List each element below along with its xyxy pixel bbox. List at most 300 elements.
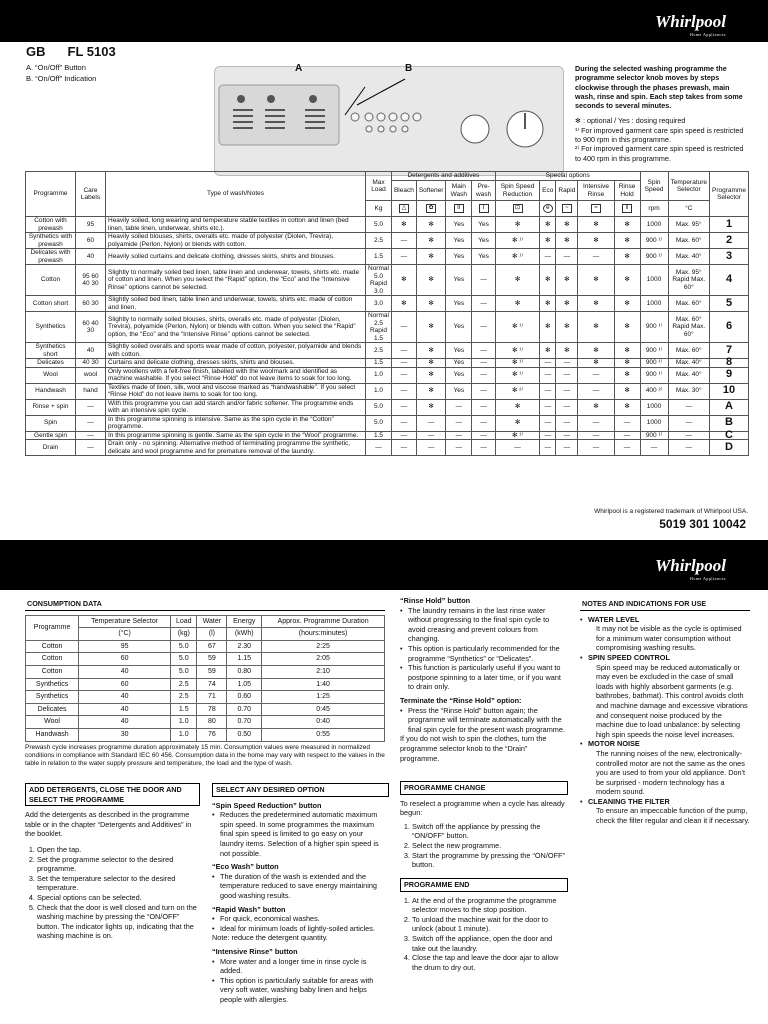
cell-h: ✻ <box>614 359 640 368</box>
consumption-cell: 76 <box>197 728 227 741</box>
programme-row <box>26 415 749 431</box>
cell-p: Synthetics short <box>26 343 76 359</box>
cell-h: ✻ <box>614 249 640 265</box>
cell-d: Slightly soiled overalls and sports wear made of cotton, polyester, polyamide and blends with cotton. <box>106 343 366 359</box>
cell-p: Cotton <box>26 265 76 296</box>
cell-e: — <box>540 359 556 368</box>
note-item: • MOTOR NOISE The running noises of the new, electronically-controlled motor are not the same as the ones you are used to from your old appliance. Don't be surprised - modern technology has a modern sound. <box>580 739 750 797</box>
trademark-note: Whirlpool is a registered trademark of Whirlpool USA. <box>594 508 748 515</box>
cell-b: — <box>391 359 416 368</box>
consumption-cell: 60 <box>79 653 171 666</box>
cell-t: — <box>668 399 710 415</box>
notes-section: NOTES AND INDICATIONS FOR USE • WATER LEVEL It may not be visible as the cycle is optimised for a minimum water consumption without compromising washing results. • SPIN SPEED CONTROL Spin speed may be reduced automatically or may even be excluded in the case of small loads with highly absorbent garments (e.g. bathrobes, bathmat). This control avoids cloth and machine damage and excessive vibrations and consequent noise produced by the machine due to load unbalance: by selecting high spin speeds the noise level increases. • MOTOR NOISE The running noises of the new, electronically-controlled motor are not the same as the ones you are used to from your old appliance. Don't be surprised - modern technology has a modern sound. • CLEANING THE FILTER To ensure an impeccable function of the pump, check the filter regular and clean it if necessary. <box>580 598 750 826</box>
cell-m: Yes <box>446 359 472 368</box>
cell-i: ✻ <box>578 265 614 296</box>
list-item: • Press the “Rinse Hold” button again; the programme will terminate automatically with the final spin cycle for the present wash programme. <box>400 706 568 735</box>
consumption-row <box>26 703 385 716</box>
cell-b: — <box>391 343 416 359</box>
programme-row <box>26 440 749 456</box>
col-special: Special options <box>495 172 640 181</box>
cell-pw: Yes <box>472 217 496 233</box>
cell-s: ✻ <box>416 265 446 296</box>
cell-m: Yes <box>446 343 472 359</box>
consumption-cell: 0.70 <box>227 703 262 716</box>
cell-p: Gentle spin <box>26 431 76 440</box>
consumption-cell: Cotton <box>26 653 79 666</box>
cell-m: Yes <box>446 233 472 249</box>
cell-i: ✻ <box>578 399 614 415</box>
programme-row <box>26 312 749 343</box>
programme-row <box>26 296 749 312</box>
cell-n: 8 <box>710 359 749 368</box>
control-legend: A. “On/Off” Button B. “On/Off” Indication <box>26 63 97 83</box>
consumption-cell: Handwash <box>26 728 79 741</box>
bleach-icon: △ <box>399 204 409 213</box>
consumption-cell: Wool <box>26 716 79 729</box>
cell-c: wool <box>76 367 106 383</box>
consumption-cell: 1:40 <box>262 678 385 691</box>
consumption-row <box>26 640 385 653</box>
control-panel-drawing <box>215 67 565 177</box>
consumption-cell: 0.50 <box>227 728 262 741</box>
consumption-cell: 60 <box>79 678 171 691</box>
cell-p: Cotton short <box>26 296 76 312</box>
cell-l: 1.5 <box>366 359 392 368</box>
cell-m: — <box>446 399 472 415</box>
cell-n: D <box>710 440 749 456</box>
cell-d: Slightly to normally soiled bed linen, table linen and underwear, towels, shirts etc. made of cotton and linen. When you select the “Rapid” option, the “Eco” and the “Intensive Rinse” options cannot be selected. <box>106 265 366 296</box>
consumption-cell: 74 <box>197 678 227 691</box>
cell-d: Slightly to normally soiled blouses, shirts, overalls etc. made of polyester (Diolen, Trevira), polyamide (Perlon, Nylon) or blends with cotton. When you select the “Rapid” option, the “Eco” and the “Intensive Rinse” options cannot be selected. <box>106 312 366 343</box>
cell-d: Only woollens with a felt-free finish, labelled with the woolmark and identified as machine washable. If you select “Rinse Hold” do not leave items to soak for too long. <box>106 367 366 383</box>
cell-sr: ✻ <box>495 296 539 312</box>
cell-sr: ✻ ¹⁾ <box>495 312 539 343</box>
programme-row <box>26 343 749 359</box>
cell-n: 2 <box>710 233 749 249</box>
consumption-cell: 1.05 <box>227 678 262 691</box>
cell-l: 3.0 <box>366 296 392 312</box>
programme-row <box>26 383 749 399</box>
cell-pw: — <box>472 431 496 440</box>
cell-m: Yes <box>446 383 472 399</box>
consumption-cell: 0.60 <box>227 691 262 704</box>
cell-i: — <box>578 440 614 456</box>
cell-e: — <box>540 249 556 265</box>
cell-s: ✻ <box>416 367 446 383</box>
cell-n: C <box>710 431 749 440</box>
list-item: • Ideal for minimum loads of lightly-soiled articles. <box>212 924 389 934</box>
cell-t: Max. 60° <box>668 233 710 249</box>
label-a: A <box>295 63 303 74</box>
spin-reduction-icon: ⊡ <box>513 204 523 213</box>
label-b: B <box>405 63 413 74</box>
cell-c: — <box>76 440 106 456</box>
cell-s: ✻ <box>416 359 446 368</box>
cell-h: ✻ <box>614 233 640 249</box>
consumption-cell: 59 <box>197 653 227 666</box>
cell-i: — <box>578 367 614 383</box>
cell-r: — <box>556 399 578 415</box>
cell-b: ✻ <box>391 217 416 233</box>
prewash-icon: I <box>479 204 489 213</box>
model-heading: GB FL 5103 <box>26 44 116 59</box>
col-care: Care Labels <box>76 172 106 217</box>
cell-i: ✻ <box>578 312 614 343</box>
cell-c: 40 30 <box>76 359 106 368</box>
cell-d: Slightly soiled bed linen, table linen and underwear, towels, shirts etc. made of cotton and linen. <box>106 296 366 312</box>
cell-i: — <box>578 249 614 265</box>
col-sel: Programme Selector <box>710 172 749 217</box>
cell-d: In this programme spinning is gentle. Same as the spin cycle in the “Wool” programme. <box>106 431 366 440</box>
cell-p: Rinse + spin <box>26 399 76 415</box>
cell-t: Max. 95° <box>668 217 710 233</box>
consumption-cell: 95 <box>79 640 171 653</box>
cell-c: 60 40 30 <box>76 312 106 343</box>
cell-r: ✻ <box>556 296 578 312</box>
cell-b: ✻ <box>391 265 416 296</box>
consumption-cell: 2:25 <box>262 640 385 653</box>
list-item: 1. Open the tap. <box>37 845 200 855</box>
cell-pw: — <box>472 415 496 431</box>
cell-c: — <box>76 415 106 431</box>
consumption-cell: Delicates <box>26 703 79 716</box>
cell-pw: — <box>472 367 496 383</box>
consumption-cell: 1.5 <box>171 703 197 716</box>
col-load: Max Load <box>366 172 392 201</box>
cell-pw: Yes <box>472 233 496 249</box>
cell-pw: — <box>472 343 496 359</box>
cell-l: 1.0 <box>366 367 392 383</box>
cell-n: 1 <box>710 217 749 233</box>
cell-i: ✻ <box>578 343 614 359</box>
cell-n: 9 <box>710 367 749 383</box>
cell-sr: ✻ ¹⁾ <box>495 343 539 359</box>
cell-sr: — <box>495 440 539 456</box>
cell-c: 60 30 <box>76 296 106 312</box>
cell-s: ✻ <box>416 249 446 265</box>
cell-s: ✻ <box>416 343 446 359</box>
cell-sp: 900 ¹⁾ <box>640 343 668 359</box>
consumption-cell: 1:25 <box>262 691 385 704</box>
consumption-cell: 71 <box>197 691 227 704</box>
cell-s: — <box>416 431 446 440</box>
cell-sr: ✻ ¹⁾ <box>495 367 539 383</box>
cell-r: ✻ <box>556 343 578 359</box>
cell-h: ✻ <box>614 217 640 233</box>
list-item: • This option is particularly recommended for the programme “Synthetics” or “Delicates”. <box>400 644 568 663</box>
programme-end-section: PROGRAMME END 1. At the end of the programme the programme selector moves to the stop position. 2. To unload the machine wait for the door to unlock (about 1 minute). 3. Switch off the appliance, open the door and take out the laundry. 4. Close the tap and leave the door ajar to allow the drum to dry out. <box>400 878 568 972</box>
cell-s: — <box>416 415 446 431</box>
cell-t: Max. 40° <box>668 249 710 265</box>
intensive-rinse-icon: ≈ <box>591 204 601 213</box>
note-item: • CLEANING THE FILTER To ensure an impeccable function of the pump, check the filter regular and clean it if necessary. <box>580 797 750 826</box>
cell-b: — <box>391 440 416 456</box>
cell-s: — <box>416 440 446 456</box>
consumption-cell: 40 <box>79 703 171 716</box>
cell-sr: ✻ <box>495 415 539 431</box>
rinse-hold-section: “Rinse Hold” button • The laundry remains in the last rinse water without progressing to the final spin cycle to avoid creasing and prevent colours from changing. • This option is particularly recommended for the programme “Synthetics” or “Delicates”. • This function is particularly useful if you want to postpone spinning to a later time, or if you want to drain only. Terminate the “Rinse Hold” option: • Press the “Rinse Hold” button again; the programme will terminate automatically with the final spin cycle for the present wash programme. If you do not wish to spin the clothes, turn the programme selector knob to the “Drain” programme. <box>400 596 568 763</box>
intro-text: During the selected washing programme the programme selector knob moves by steps clockwise through the phases prewash, main wash, rinse and spin. Each step takes from some seconds to several minutes. ✻ : optional / Yes : dosing required ¹⁾ For improved garment care spin speed is restricted to 900 rpm in this programme. ²⁾ For improved garment care spin speed is restricted to 400 rpm in this programme. <box>575 64 744 163</box>
cell-e: — <box>540 367 556 383</box>
cell-s: ✻ <box>416 217 446 233</box>
programme-row <box>26 265 749 296</box>
cell-c: 60 <box>76 233 106 249</box>
cell-h: — <box>614 440 640 456</box>
cell-l: 5.0 <box>366 415 392 431</box>
cell-h: ✻ <box>614 312 640 343</box>
cell-d: In this programme spinning is intensive. Same as the spin cycle in the “Cotton” programme. <box>106 415 366 431</box>
cell-pw: — <box>472 359 496 368</box>
cell-c: hand <box>76 383 106 399</box>
cell-s: ✻ <box>416 383 446 399</box>
rapid-icon: ~ <box>562 204 572 213</box>
consumption-cell: 1.0 <box>171 716 197 729</box>
cell-pw: — <box>472 399 496 415</box>
programme-row <box>26 431 749 440</box>
consumption-cell: 80 <box>197 716 227 729</box>
cell-s: ✻ <box>416 296 446 312</box>
cell-pw: — <box>472 296 496 312</box>
cell-i: ✻ <box>578 359 614 368</box>
cell-sr: ✻ ¹⁾ <box>495 249 539 265</box>
programme-row <box>26 399 749 415</box>
consumption-cell: 40 <box>79 665 171 678</box>
consumption-cell: 5.0 <box>171 665 197 678</box>
add-detergents-section: ADD DETERGENTS, CLOSE THE DOOR AND SELECT THE PROGRAMME Add the detergents as described in the programme table or in the chapter “Detergents and Additives” in the booklet. 1. Open the tap. 2. Set the programme selector to the desired programme. 3. Set the temperature selector to the desired temperature. 4. Special options can be selected. 5. Check that the door is well closed and turn on the washing machine by pressing the “ON/OFF” button. The indicator lights up, indicating that the washing machine is on. <box>25 783 200 941</box>
programme-table: Programme Care Labels Type of wash/Notes Max Load Detergents and additives Special options Spin Speed Temperature Selector Programme Selector Bleach Softener Main Wash Pre-wash Spin Speed Reduction Eco Rapid Intensive Rinse Rinse Hold Kg △ ✿ II I ⊡ e ~ ≈ ‖ rpm °C Cotton with prewash 95 Heavily soiled, long wearing and temperature stable textiles in cotton and linen (bed linen, table linen, underwear, shirts etc.). 5.0 ✻ ✻ Yes Yes ✻ ✻ ✻ ✻ ✻ 1000 Max. 95° 1 Synthetics with prewash 60 Heavily soiled blouses, shirts, overalls etc. made of polyester (Diolen, Trevira), polyamide (Perlon, Nylon) or blends with cotton. 2.5 — ✻ Yes Yes ✻ ¹⁾ ✻ ✻ ✻ ✻ 900 ¹⁾ Max. 60° 2 Delicates with prewash 40 Heavily soiled curtains and delicate clothing, dresses skirts, shirts and blouses. 1.5 — ✻ Yes Yes ✻ ¹⁾ — — — ✻ 900 ¹⁾ Max. 40° 3 Cotton 95 60 40 30 Slightly to normally soiled bed linen, table linen and underwear, towels, shirts etc. made of cotton and linen. When you select the “Rapid” option, the “Eco” and the “Intensive Rinse” options cannot be selected. Normal 5.0 Rapid 3.0 ✻ ✻ Yes — ✻ ✻ ✻ ✻ ✻ 1000 Max. 95° Rapid Max. 60° 4 Cotton short 60 30 Slightly soiled bed linen, table linen and underwear, towels, shirts etc. made of cotton and linen. 3.0 ✻ ✻ Yes — ✻ ✻ ✻ ✻ ✻ 1000 Max. 60° 5 Synthetics 60 40 30 Slightly to normally soiled blouses, shirts, overalls etc. made of polyester (Diolen, Trevira), polyamide (Perlon, Nylon) or blends with cotton. When you select the “Rapid” option, the “Eco” and the “Intensive Rinse” options cannot be selected. Normal 2.5 Rapid 1.5 — ✻ Yes — ✻ ¹⁾ ✻ ✻ ✻ ✻ 900 ¹⁾ Max. 60° Rapid Max. 60° 6 Synthetics short 40 Slightly soiled overalls and sports wear made of cotton, polyester, polyamide and blends with cotton. 2.5 — ✻ Yes — ✻ ¹⁾ ✻ ✻ ✻ ✻ 900 ¹⁾ Max. 60° 7 Delicates 40 30 Curtains and delicate clothing, dresses skirts, shirts and blouses. 1.5 — ✻ Yes — ✻ ¹⁾ — — ✻ ✻ 900 ¹⁾ Max. 40° 8 Wool wool Only woollens with a felt-free finish, labelled with the woolmark and identified as machine washable. If you select “Rinse Hold” do not leave items to soak for too long. 1.0 — ✻ Yes — ✻ ¹⁾ — — — ✻ 900 ¹⁾ Max. 40° 9 Handwash hand Textiles made of linen, silk, wool and viscose marked as “handwashable”. If you select “Rinse Hold” do not leave items to soak for too long. 1.0 — ✻ Yes — ✻ ²⁾ — — — ✻ 400 ²⁾ Max. 30° 10 Rinse + spin — With this programme you can add starch and/or fabric softener. The programme ends with an intensive spin cycle. 5.0 — ✻ — — ✻ — — ✻ ✻ 1000 — A Spin — In this programme spinning is intensive. Same as the spin cycle in the “Cotton” programme. 5.0 — — — — ✻ — — — — 1000 — B Gentle spin — In this programme spinning is gentle. Same as the spin cycle in the “Wool” programme. 1.5 — — — — ✻ ¹⁾ — — — — 900 ¹⁾ — C Drain — Drain only - no spinning. Alternative method of terminating programme the synthetic, delicate and wool programme and for premature removal of the laundry. — — — — — — — — — — — — D <box>25 171 749 456</box>
cell-h: ✻ <box>614 343 640 359</box>
cell-r: — <box>556 440 578 456</box>
cell-t: Max. 40° <box>668 367 710 383</box>
cell-l: Normal 5.0 Rapid 3.0 <box>366 265 392 296</box>
list-item: 3. Start the programme by pressing the “ON/OFF” button. <box>412 851 568 870</box>
cell-sp: 900 ¹⁾ <box>640 367 668 383</box>
cell-r: ✻ <box>556 265 578 296</box>
cell-p: Synthetics <box>26 312 76 343</box>
cell-m: — <box>446 415 472 431</box>
consumption-cell: 2.5 <box>171 691 197 704</box>
cell-p: Handwash <box>26 383 76 399</box>
main-wash-icon: II <box>454 204 464 213</box>
list-item: • This option is particularly suitable for areas with very soft water, washing baby linen and helps people with allergies. <box>212 976 389 1005</box>
cell-m: Yes <box>446 249 472 265</box>
note-item: • SPIN SPEED CONTROL Spin speed may be reduced automatically or may even be excluded in the case of small loads with highly absorbent garments (e.g. bathrobes, bathmat). This control avoids cloth and machine damage and excessive vibrations and consequent noise produced by the machine due to load unbalance: by selecting high spin speeds the noise level increases. <box>580 653 750 739</box>
cell-s: ✻ <box>416 233 446 249</box>
cell-t: Max. 60° Rapid Max. 60° <box>668 312 710 343</box>
bottom-banner <box>0 540 768 590</box>
cell-r: — <box>556 249 578 265</box>
cell-m: Yes <box>446 367 472 383</box>
softener-icon: ✿ <box>426 204 436 213</box>
cell-sp: 1000 <box>640 217 668 233</box>
cell-m: Yes <box>446 217 472 233</box>
consumption-cell: 0:40 <box>262 716 385 729</box>
cell-p: Wool <box>26 367 76 383</box>
consumption-row <box>26 716 385 729</box>
cell-d: Drain only - no spinning. Alternative method of terminating programme the synthetic, delicate and wool programme and for premature removal of the laundry. <box>106 440 366 456</box>
consumption-cell: 30 <box>79 728 171 741</box>
list-item: 1. At the end of the programme the programme selector moves to the stop position. <box>412 896 568 915</box>
consumption-cell: 67 <box>197 640 227 653</box>
consumption-cell: 59 <box>197 665 227 678</box>
cell-l: 2.5 <box>366 233 392 249</box>
consumption-cell: 40 <box>79 691 171 704</box>
cell-t: — <box>668 415 710 431</box>
consumption-cell: 0:55 <box>262 728 385 741</box>
consumption-cell: 1.0 <box>171 728 197 741</box>
list-item: 2. Set the programme selector to the desired programme. <box>37 855 200 874</box>
cell-h: — <box>614 415 640 431</box>
cell-b: — <box>391 367 416 383</box>
cell-sr: ✻ <box>495 265 539 296</box>
cell-p: Drain <box>26 440 76 456</box>
list-item: • More water and a longer time in rinse cycle is added. <box>212 957 389 976</box>
cell-p: Cotton with prewash <box>26 217 76 233</box>
list-item: 4. Special options can be selected. <box>37 893 200 903</box>
cell-n: 5 <box>710 296 749 312</box>
consumption-cell: 0.70 <box>227 716 262 729</box>
cell-b: — <box>391 249 416 265</box>
cell-pw: — <box>472 440 496 456</box>
cell-m: — <box>446 440 472 456</box>
options-section: SELECT ANY DESIRED OPTION “Spin Speed Reduction” button • Reduces the predetermined automatic maximum spin speed. In some programmes the maximum final spin speed is limited to go easy on your laundry items. Selection of a higher spin speed is not possible. “Eco Wash” button • The duration of the wash is extended and the temperature reduced to save energy maintaining good washing results. “Rapid Wash” button • For quick, economical washes. • Ideal for minimum loads of lightly-soiled articles. Note: reduce the detergent quantity. “Intensive Rinse” button • More water and a longer time in rinse cycle is added. • This option is particularly suitable for areas with very soft water, washing baby linen and helps people with allergies. <box>212 783 389 1004</box>
cell-t: Max. 95° Rapid Max. 60° <box>668 265 710 296</box>
whirlpool-logo-2: Whirlpool Home Appliances <box>655 556 726 581</box>
cell-d: Textiles made of linen, silk, wool and viscose marked as “handwashable”. If you select “Rinse Hold” do not leave items to soak for too long. <box>106 383 366 399</box>
cell-b: — <box>391 431 416 440</box>
list-item: 1. Switch off the appliance by pressing the “ON/OFF” button. <box>412 822 568 841</box>
cell-n: 3 <box>710 249 749 265</box>
cell-b: — <box>391 383 416 399</box>
cell-t: — <box>668 431 710 440</box>
consumption-cell: 5.0 <box>171 653 197 666</box>
cell-h: ✻ <box>614 296 640 312</box>
consumption-cell: 5.0 <box>171 640 197 653</box>
cell-sp: 1000 <box>640 296 668 312</box>
list-item: • This function is particularly useful if you want to postpone spinning to a later time, or if you want to drain only. <box>400 663 568 692</box>
consumption-cell: 78 <box>197 703 227 716</box>
cell-t: Max. 40° <box>668 359 710 368</box>
cell-e: — <box>540 431 556 440</box>
programme-row <box>26 217 749 233</box>
control-panel-illustration <box>214 63 564 176</box>
cell-i: — <box>578 383 614 399</box>
cell-e: ✻ <box>540 217 556 233</box>
consumption-cell: 2:10 <box>262 665 385 678</box>
cell-i: ✻ <box>578 217 614 233</box>
consumption-cell: Cotton <box>26 665 79 678</box>
cell-d: With this programme you can add starch and/or fabric softener. The programme ends with an intensive spin cycle. <box>106 399 366 415</box>
cell-n: 6 <box>710 312 749 343</box>
cell-l: 2.5 <box>366 343 392 359</box>
cell-n: 4 <box>710 265 749 296</box>
cell-h: ✻ <box>614 383 640 399</box>
programme-row <box>26 249 749 265</box>
cell-sr: ✻ ¹⁾ <box>495 359 539 368</box>
cell-d: Heavily soiled blouses, shirts, overalls etc. made of polyester (Diolen, Trevira), polyamide (Perlon, Nylon) or blends with cotton. <box>106 233 366 249</box>
eco-icon: e <box>543 204 553 213</box>
cell-c: 95 60 40 30 <box>76 265 106 296</box>
cell-l: 5.0 <box>366 217 392 233</box>
cell-sr: ✻ ²⁾ <box>495 383 539 399</box>
cell-h: ✻ <box>614 367 640 383</box>
cell-t: Max. 30° <box>668 383 710 399</box>
consumption-row <box>26 665 385 678</box>
consumption-cell: 0.80 <box>227 665 262 678</box>
consumption-row <box>26 728 385 741</box>
cell-r: — <box>556 359 578 368</box>
cell-l: 5.0 <box>366 399 392 415</box>
list-item: • Reduces the predetermined automatic maximum spin speed. In some programmes the maximum final spin speed is limited to go easy on your laundry items. Selection of a higher spin speed is not possible. <box>212 810 389 858</box>
cell-e: ✻ <box>540 343 556 359</box>
list-item: • For quick, economical washes. <box>212 914 389 924</box>
cell-l: 1.5 <box>366 249 392 265</box>
list-item: 3. Switch off the appliance, open the door and take out the laundry. <box>412 934 568 953</box>
cell-e: ✻ <box>540 296 556 312</box>
cell-pw: — <box>472 265 496 296</box>
cell-i: — <box>578 431 614 440</box>
cell-e: ✻ <box>540 265 556 296</box>
consumption-cell: Synthetics <box>26 678 79 691</box>
consumption-cell: 0:45 <box>262 703 385 716</box>
cell-sr: ✻ ¹⁾ <box>495 431 539 440</box>
col-temp: Temperature Selector <box>668 172 710 201</box>
list-item: 2. To unload the machine wait for the door to unlock (about 1 minute). <box>412 915 568 934</box>
cell-t: — <box>668 440 710 456</box>
consumption-row <box>26 653 385 666</box>
cell-b: — <box>391 399 416 415</box>
whirlpool-logo: Whirlpool Home Appliances <box>655 12 726 37</box>
consumption-cell: 2:05 <box>262 653 385 666</box>
cell-e: — <box>540 383 556 399</box>
cell-e: — <box>540 399 556 415</box>
list-item: • The duration of the wash is extended and the temperature reduced to save energy maintaining good washing results. <box>212 872 389 901</box>
cell-e: — <box>540 440 556 456</box>
cell-m: Yes <box>446 296 472 312</box>
note-item: • WATER LEVEL It may not be visible as the cycle is optimised for a minimum water consumption without compromising washing results. <box>580 615 750 653</box>
consumption-table: Programme Temperature Selector Load Water Energy Approx. Programme Duration (°C) (kg) (l) (kWh) (hours:minutes) Cotton 95 5.0 67 2.30 2:25 Cotton 60 5.0 59 1.15 2:05 Cotton 40 5.0 59 0.80 2:10 Synthetics 60 2.5 74 1.05 1:40 Synthetics 40 2.5 71 0.60 1:25 Delicates 40 1.5 78 0.70 0:45 Wool 40 1.0 80 0.70 0:40 Handwash 30 1.0 76 0.50 0:55 <box>25 615 385 742</box>
cell-r: — <box>556 431 578 440</box>
cell-b: — <box>391 233 416 249</box>
col-programme: Programme <box>26 172 76 217</box>
cell-pw: Yes <box>472 249 496 265</box>
cell-p: Synthetics with prewash <box>26 233 76 249</box>
cell-sp: 1000 <box>640 265 668 296</box>
top-banner <box>0 0 768 42</box>
col-spin: Spin Speed <box>640 172 668 201</box>
cell-e: ✻ <box>540 312 556 343</box>
cell-p: Delicates <box>26 359 76 368</box>
consumption-row <box>26 691 385 704</box>
cell-n: B <box>710 415 749 431</box>
cell-sp: 900 ¹⁾ <box>640 312 668 343</box>
cell-t: Max. 60° <box>668 296 710 312</box>
cell-sp: 900 ¹⁾ <box>640 359 668 368</box>
consumption-cell: 2.5 <box>171 678 197 691</box>
cell-n: A <box>710 399 749 415</box>
cell-pw: — <box>472 312 496 343</box>
cell-sr: ✻ <box>495 217 539 233</box>
cell-d: Curtains and delicate clothing, dresses skirts, shirts and blouses. <box>106 359 366 368</box>
cell-i: ✻ <box>578 296 614 312</box>
document-code: 5019 301 10042 <box>659 517 746 531</box>
cell-h: ✻ <box>614 399 640 415</box>
consumption-cell: Cotton <box>26 640 79 653</box>
consumption-row <box>26 678 385 691</box>
programme-row <box>26 367 749 383</box>
cell-l: — <box>366 440 392 456</box>
cell-r: — <box>556 415 578 431</box>
